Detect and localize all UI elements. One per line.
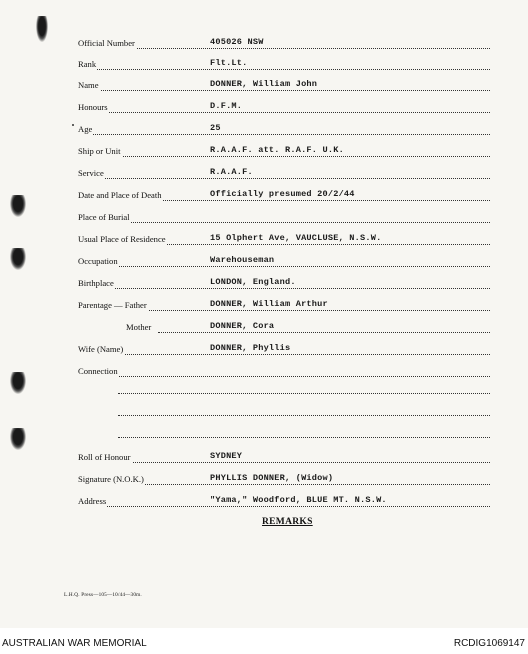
ink-speck xyxy=(72,124,74,126)
row-parentage-mother xyxy=(78,322,490,334)
dotted-line xyxy=(158,332,490,333)
field-value: D.F.M. xyxy=(210,101,243,111)
field-label: Occupation xyxy=(78,256,118,266)
row-rank xyxy=(78,59,490,71)
row-honours xyxy=(78,102,490,114)
field-label: Name xyxy=(78,80,99,90)
connection-line xyxy=(118,436,490,438)
field-label: Official Number xyxy=(78,38,135,48)
dotted-line xyxy=(78,134,490,135)
row-connection xyxy=(78,366,490,378)
dotted-line xyxy=(78,222,490,223)
field-label: Honours xyxy=(78,102,108,112)
dotted-line xyxy=(78,506,490,507)
field-value: Flt.Lt. xyxy=(210,58,248,68)
row-signature xyxy=(78,474,490,486)
field-value: R.A.A.F. xyxy=(210,167,253,177)
field-value: "Yama," Woodford, BLUE MT. N.S.W. xyxy=(210,495,387,505)
footer-institution: AUSTRALIAN WAR MEMORIAL xyxy=(2,638,147,649)
field-label: Ship or Unit xyxy=(78,146,121,156)
row-residence xyxy=(78,234,490,246)
remarks-heading: REMARKS xyxy=(262,517,313,527)
field-value: DONNER, William Arthur xyxy=(210,299,328,309)
field-value: DONNER, Phyllis xyxy=(210,343,291,353)
field-value: 25 xyxy=(210,123,221,133)
field-value: DONNER, William John xyxy=(210,79,318,89)
row-wife xyxy=(78,344,490,356)
row-official-number xyxy=(78,38,490,50)
dotted-line xyxy=(78,354,490,355)
field-value: Officially presumed 20/2/44 xyxy=(210,189,355,199)
dotted-line xyxy=(78,178,490,179)
dotted-line xyxy=(78,48,490,49)
field-label: Usual Place of Residence xyxy=(78,234,166,244)
row-place-of-burial xyxy=(78,212,490,224)
row-date-place-death xyxy=(78,190,490,202)
field-label: Wife (Name) xyxy=(78,344,124,354)
field-value: 15 Olphert Ave, VAUCLUSE, N.S.W. xyxy=(210,233,382,243)
field-value: 405026 NSW xyxy=(210,37,264,47)
row-occupation xyxy=(78,256,490,268)
connection-line xyxy=(118,392,490,394)
punch-hole xyxy=(10,248,26,270)
field-label: Age xyxy=(78,124,93,134)
dotted-line xyxy=(78,156,490,157)
dotted-line xyxy=(78,288,490,289)
punch-hole xyxy=(36,16,48,42)
field-value: DONNER, Cora xyxy=(210,321,275,331)
field-label: Parentage — Father xyxy=(78,300,147,310)
dotted-line xyxy=(78,69,490,70)
row-name xyxy=(78,80,490,92)
field-value: LONDON, England. xyxy=(210,277,296,287)
field-label: Date and Place of Death xyxy=(78,190,162,200)
press-note: L.H.Q. Press—105—10/44—30m. xyxy=(64,592,142,598)
row-parentage-father xyxy=(78,300,490,312)
field-value: R.A.A.F. att. R.A.F. U.K. xyxy=(210,145,344,155)
field-label: Mother xyxy=(126,322,152,332)
row-birthplace xyxy=(78,278,490,290)
field-value: SYDNEY xyxy=(210,451,243,461)
field-value: PHYLLIS DONNER, (Widow) xyxy=(210,473,334,483)
row-address xyxy=(78,496,490,508)
field-label: Rank xyxy=(78,59,97,69)
row-age xyxy=(78,124,490,136)
dotted-line xyxy=(78,90,490,91)
field-label: Signature (N.O.K.) xyxy=(78,474,144,484)
dotted-line xyxy=(78,462,490,463)
dotted-line xyxy=(78,112,490,113)
field-label: Connection xyxy=(78,366,118,376)
field-value: Warehouseman xyxy=(210,255,275,265)
field-label: Place of Burial xyxy=(78,212,130,222)
dotted-line xyxy=(78,266,490,267)
connection-line xyxy=(118,414,490,416)
row-service xyxy=(78,168,490,180)
punch-hole xyxy=(10,372,26,394)
field-label: Address xyxy=(78,496,107,506)
punch-hole xyxy=(10,195,26,217)
field-label: Service xyxy=(78,168,104,178)
row-ship-or-unit xyxy=(78,146,490,158)
dotted-line xyxy=(78,376,490,377)
footer-record-id: RCDIG1069147 xyxy=(453,638,525,649)
field-label: Roll of Honour xyxy=(78,452,131,462)
punch-hole xyxy=(10,428,26,450)
row-roll-of-honour xyxy=(78,452,490,464)
field-label: Birthplace xyxy=(78,278,114,288)
